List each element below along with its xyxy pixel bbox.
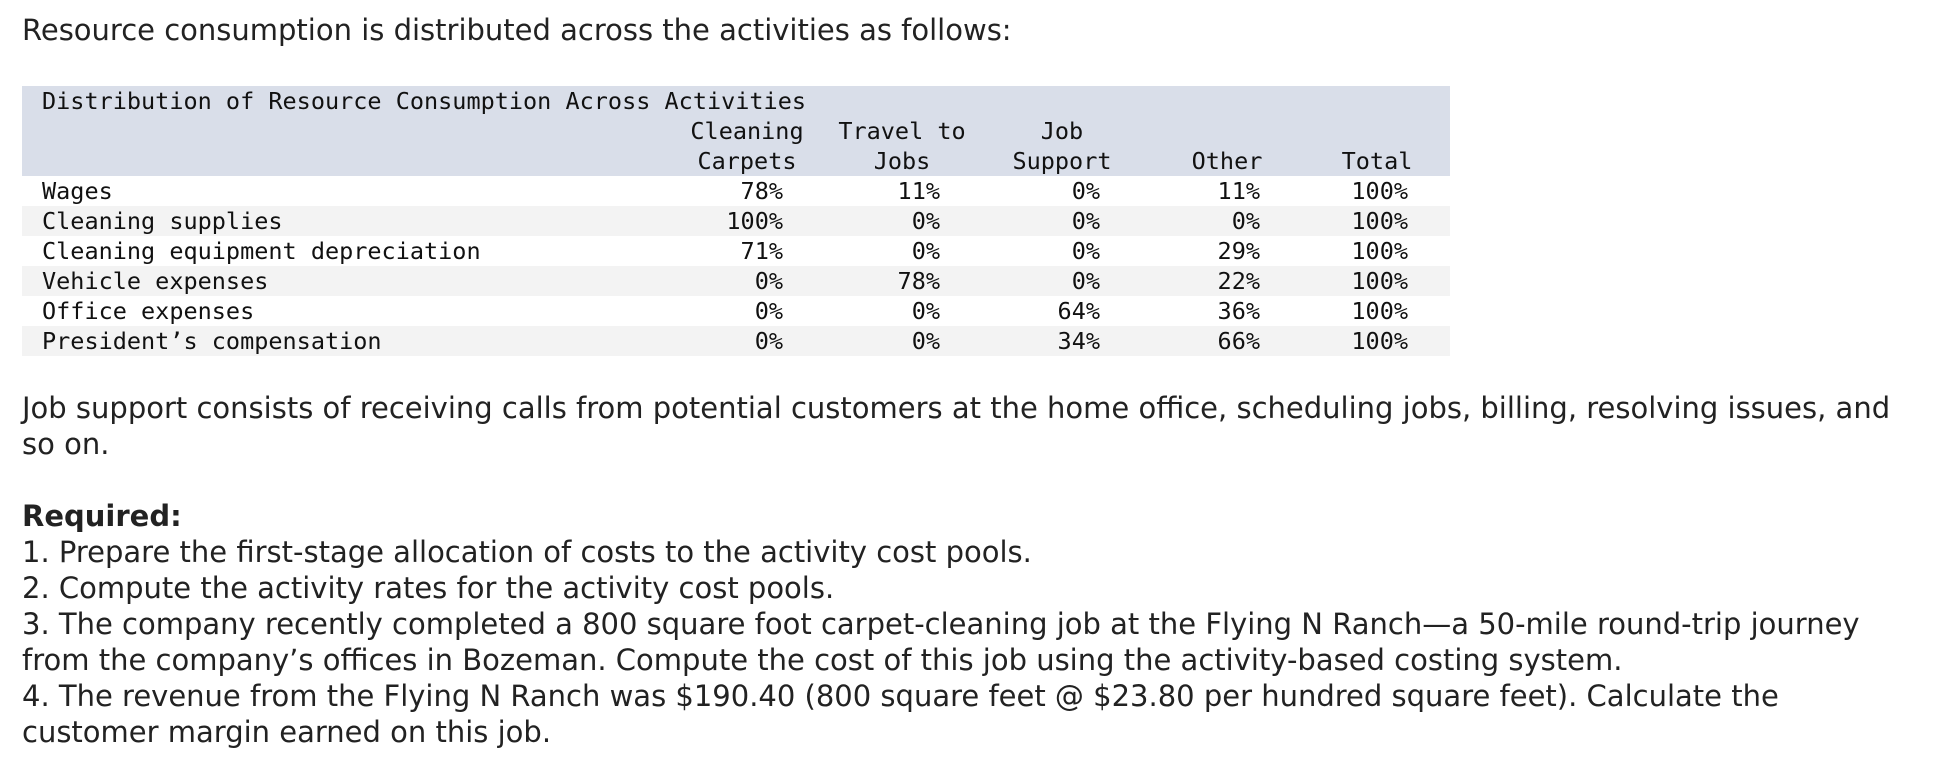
row-label: Cleaning equipment depreciation	[42, 237, 481, 265]
column-header-line: Jobs	[873, 147, 931, 175]
cell-other: 66%	[1217, 327, 1260, 355]
cell-job-support: 0%	[1071, 207, 1100, 235]
required-item: 3. The company recently completed a 800 square foot carpet-cleaning job at the Flying N Ranch—a 50-mile round-trip journey from the company’s offices in Bozeman. Compute the cost of this job using the activity-based costing system.	[22, 607, 1860, 677]
required-item: 4. The revenue from the Flying N Ranch was $190.40 (800 square feet @ $23.80 per hundred square feet). Calculate the customer margin earned on this job.	[22, 679, 1779, 749]
table-caption: Distribution of Resource Consumption Across Activities	[42, 87, 807, 115]
column-header-line: Travel to	[838, 117, 966, 145]
table-row	[22, 296, 1450, 326]
distribution-table	[22, 86, 1450, 356]
cell-cleaning-carpets: 78%	[740, 177, 783, 205]
column-header-cleaning-carpets	[682, 116, 812, 176]
cell-job-support: 0%	[1071, 267, 1100, 295]
table-row	[22, 326, 1450, 356]
cell-total: 100%	[1351, 237, 1408, 265]
cell-other: 36%	[1217, 297, 1260, 325]
column-header-line: Cleaning	[690, 117, 804, 145]
cell-total: 100%	[1351, 177, 1408, 205]
cell-total: 100%	[1351, 207, 1408, 235]
cell-cleaning-carpets: 0%	[754, 267, 783, 295]
column-header-line: Other	[1191, 147, 1263, 175]
table-row	[22, 206, 1450, 236]
row-label: Vehicle expenses	[42, 267, 269, 295]
cell-other: 29%	[1217, 237, 1260, 265]
column-header-other	[1162, 116, 1292, 176]
intro-text: Resource consumption is distributed across the activities as follows:	[22, 13, 1012, 47]
cell-total: 100%	[1351, 267, 1408, 295]
job-support-note: Job support consists of receiving calls from potential customers at the home office, scheduling jobs, billing, resolving issues, and so on.	[22, 391, 1891, 461]
table-header	[22, 86, 1450, 176]
cell-other: 0%	[1231, 207, 1260, 235]
cell-total: 100%	[1351, 297, 1408, 325]
cell-job-support: 0%	[1071, 237, 1100, 265]
column-header-line: Carpets	[697, 147, 797, 175]
column-header-line: Job	[1040, 117, 1084, 145]
cell-travel-to-jobs: 0%	[911, 207, 940, 235]
required-section	[22, 498, 1922, 750]
required-item: 2. Compute the activity rates for the activity cost pools.	[22, 571, 835, 605]
row-label: President’s compensation	[42, 327, 382, 355]
row-label: Office expenses	[42, 297, 255, 325]
column-header-travel-to-jobs	[837, 116, 967, 176]
table-row	[22, 266, 1450, 296]
required-title: Required:	[22, 499, 182, 533]
cell-job-support: 34%	[1057, 327, 1100, 355]
column-header-total	[1312, 116, 1442, 176]
cell-travel-to-jobs: 0%	[911, 297, 940, 325]
cell-cleaning-carpets: 100%	[726, 207, 783, 235]
cell-other: 22%	[1217, 267, 1260, 295]
cell-cleaning-carpets: 71%	[740, 237, 783, 265]
table-row	[22, 236, 1450, 266]
cell-travel-to-jobs: 0%	[911, 327, 940, 355]
cell-job-support: 64%	[1057, 297, 1100, 325]
cell-other: 11%	[1217, 177, 1260, 205]
cell-total: 100%	[1351, 327, 1408, 355]
cell-travel-to-jobs: 0%	[911, 237, 940, 265]
required-item: 1. Prepare the first-stage allocation of costs to the activity cost pools.	[22, 535, 1032, 569]
row-label: Cleaning supplies	[42, 207, 283, 235]
column-header-line	[1312, 116, 1442, 146]
cell-travel-to-jobs: 11%	[897, 177, 940, 205]
cell-cleaning-carpets: 0%	[754, 327, 783, 355]
table-row	[22, 176, 1450, 206]
cell-travel-to-jobs: 78%	[897, 267, 940, 295]
column-header-line	[1162, 116, 1292, 146]
column-header-line: Total	[1341, 147, 1413, 175]
cell-cleaning-carpets: 0%	[754, 297, 783, 325]
column-header-job-support	[997, 116, 1127, 176]
column-header-line: Support	[1012, 147, 1112, 175]
cell-job-support: 0%	[1071, 177, 1100, 205]
row-label: Wages	[42, 177, 113, 205]
